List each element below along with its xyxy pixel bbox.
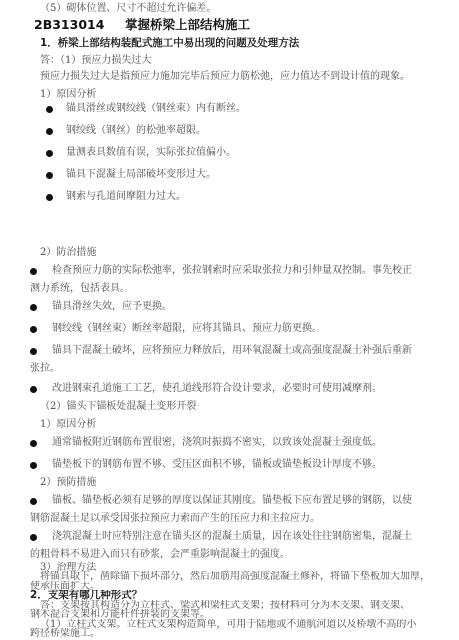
sub-heading: 2）防治措施 xyxy=(40,247,97,258)
section-code: 2B313014 xyxy=(34,17,105,32)
sub-heading: 1）原因分析 xyxy=(40,89,97,100)
bullet-icon xyxy=(46,172,53,179)
bullet-icon xyxy=(46,194,53,201)
list-item-continuation: 张拉。 xyxy=(30,363,60,374)
bullet-icon xyxy=(46,106,53,113)
question-heading-2: 2．支架有哪几种形式？ xyxy=(30,590,143,602)
bullet-icon xyxy=(30,462,37,469)
bullet-icon xyxy=(30,386,37,393)
list-item-continuation: 钢筋混凝土足以承受因张拉预应力索而产生的压应力和主拉应力。 xyxy=(30,513,320,524)
list-item: 检查预应力筋的实际松弛率，张拉钢索时应采取张拉力和引伸量双控制。事先校正 xyxy=(52,265,412,276)
text-line: 将锚具取下，凿除锚下损坏部分，然后加筋用高强度混凝土修补，将锚下垫板加大加厚， xyxy=(40,571,430,583)
bullet-icon xyxy=(46,128,53,135)
text-line: 跨径桥梁施工。 xyxy=(30,628,100,639)
list-item: 浇筑混凝土时应特别注意在锚头区的混凝土质量，因在该处往往钢筋密集，混凝土 xyxy=(52,531,412,542)
list-item-continuation: 测力系统，包括表具。 xyxy=(30,283,130,294)
list-item: 锚具下混凝土局部破坏变形过大。 xyxy=(66,169,216,180)
list-item-continuation: 的粗骨料不易进入而只有砂浆，会严重影响混凝土的强度。 xyxy=(30,549,290,560)
sub-heading: 2）预防措施 xyxy=(40,477,97,488)
list-item: 钢索与孔道间摩阻力过大。 xyxy=(66,191,186,202)
list-item: 锚具下混凝土破坏，应将预应力释放后，用环氧混凝土或高强度混凝土补强后重新 xyxy=(52,345,412,356)
bullet-icon xyxy=(30,498,37,505)
text-line: 使承压面扩大。 xyxy=(30,580,100,592)
section-title: 掌握桥梁上部结构施工 xyxy=(125,17,251,32)
sub-heading: 3）治理方法 xyxy=(40,562,97,573)
bullet-icon xyxy=(30,326,37,333)
text-line: （1）立柱式支架。立柱式支架构造简单，可用于陆地或不通航河道以及桥墩不高的小 xyxy=(40,618,417,630)
bullet-icon xyxy=(30,440,37,447)
question-heading-1: 1．桥梁上部结构装配式施工中易出现的问题及处理方法 xyxy=(40,37,300,49)
bullet-icon xyxy=(46,150,53,157)
list-item: 钢绞线（钢丝）的松弛率超限。 xyxy=(66,125,206,136)
list-item: 通常锚板附近钢筋布置很密，浇筑时振捣不密实，以致该处混凝土强度低。 xyxy=(52,437,382,448)
list-item: 锚垫板下的钢筋布置不够、受压区面积不够，锚板或锚垫板设计厚度不够。 xyxy=(52,459,382,470)
answer-line: 答：支架按其构造分为立柱式、梁式和梁柱式支架；按材料可分为木支架、钢支架、 xyxy=(40,599,410,611)
sub-heading: （2）锚头下锚板处混凝土变形开裂 xyxy=(40,401,197,412)
list-item: 锚板、锚垫板必须有足够的厚度以保证其刚度。锚垫板下应布置足够的钢筋，以使 xyxy=(52,495,412,506)
text-line: 预应力损失过大是指预应力施加完毕后预应力筋松弛，应力值达不到设计值的现象。 xyxy=(40,71,410,82)
text-line: （5）砌体位置、尺寸不超过允许偏差。 xyxy=(40,3,217,14)
list-item: 改进钢束孔道施工工艺，使孔道线形符合设计要求，必要时可使用减摩剂。 xyxy=(52,383,382,394)
list-item: 锚具滑丝失效，应予更换。 xyxy=(52,301,172,312)
text-line: 钢木混合支架和万能杆件拼装的支架等。 xyxy=(30,609,210,621)
bullet-icon xyxy=(30,268,37,275)
bullet-icon xyxy=(30,534,37,541)
bullet-icon xyxy=(30,348,37,355)
list-item: 钢绞线（钢丝束）断丝率超限，应将其锚具、预应力筋更换。 xyxy=(52,323,322,334)
list-item: 量测表具数值有误，实际张拉值偏小。 xyxy=(66,147,236,158)
sub-heading: 1）原因分析 xyxy=(40,419,97,430)
bullet-icon xyxy=(30,304,37,311)
list-item: 锚具滑丝或钢绞线（钢丝束）内有断丝。 xyxy=(66,103,246,114)
answer-line: 答：（1）预应力损失过大 xyxy=(40,55,152,66)
